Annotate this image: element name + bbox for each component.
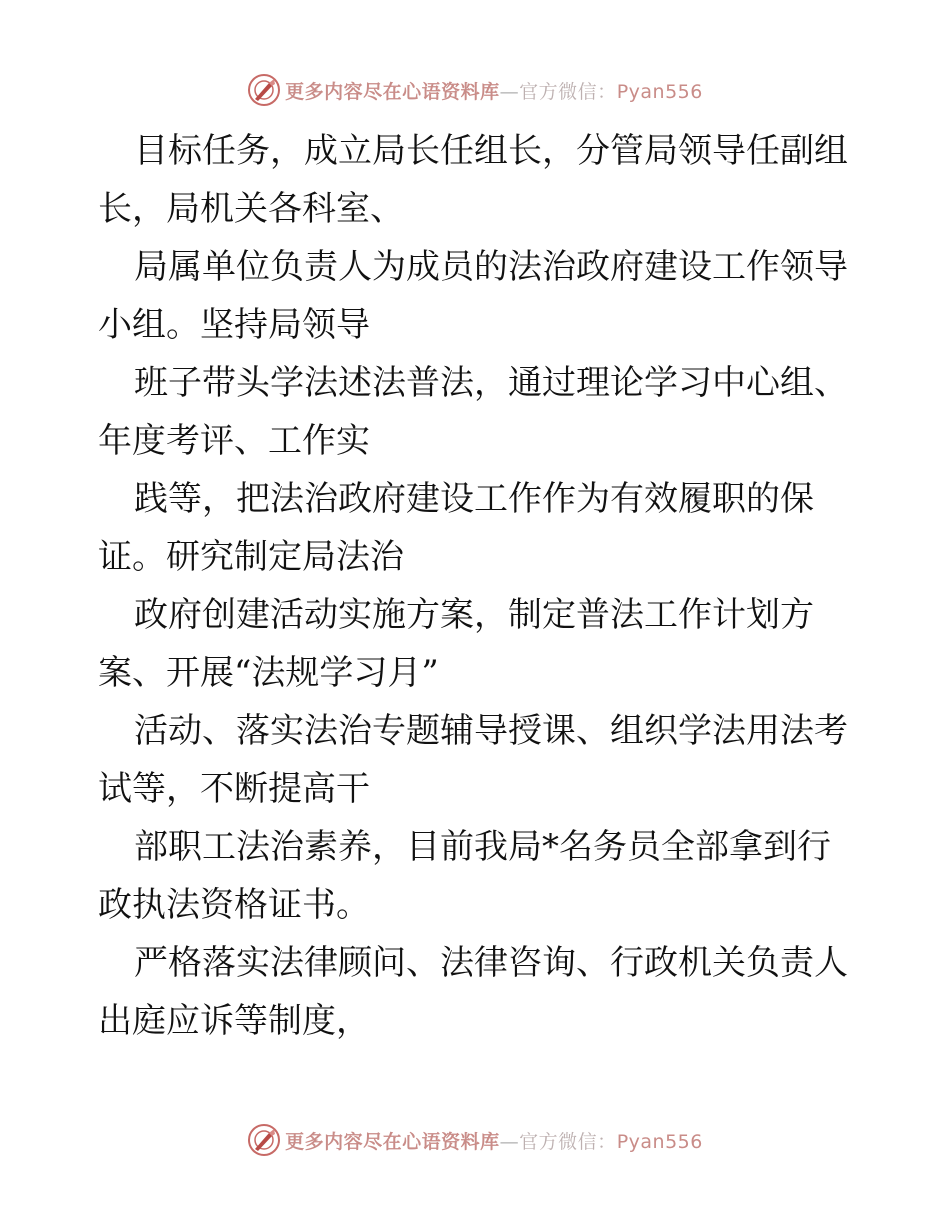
text-line: 严格落实法律顾问、法律咨询、行政机关负责人 [134, 943, 848, 983]
text-line: 活动、落实法治专题辅导授课、组织学法用法考 [134, 711, 848, 751]
text-line: 班子带头学法述法普法，通过理论学习中心组、 [134, 363, 848, 403]
watermark-contact-label: 官方微信： [519, 1130, 617, 1153]
text-line: 出庭应诉等制度， [98, 1001, 370, 1041]
text-line: 试等，不断提高干 [98, 769, 370, 809]
watermark-contact-label: 官方微信： [519, 80, 617, 103]
text-line: 长，局机关各科室、 [98, 189, 404, 229]
text-line: 践等，把法治政府建设工作作为有效履职的保 [134, 479, 814, 519]
watermark-separator: — [499, 80, 520, 103]
watermark-contact-id: Pyan556 [616, 1130, 703, 1153]
text-line: 年度考评、工作实 [98, 421, 370, 461]
watermark-contact-id: Pyan556 [616, 80, 703, 103]
text-line: 小组。坚持局领导 [98, 305, 370, 345]
brand-logo-icon [247, 73, 281, 107]
brand-logo-icon [247, 1123, 281, 1157]
footer-watermark [0, 1120, 950, 1160]
text-line: 局属单位负责人为成员的法治政府建设工作领导 [134, 247, 848, 287]
text-line: 证。研究制定局法治 [98, 537, 404, 577]
watermark-brand-text: 更多内容尽在心语资料库 [285, 1130, 500, 1153]
watermark-separator: — [499, 1130, 520, 1153]
text-line: 案、开展“法规学习月” [98, 653, 439, 693]
document-body [98, 122, 858, 1050]
watermark-brand-text: 更多内容尽在心语资料库 [285, 80, 500, 103]
text-line: 目标任务，成立局长任组长，分管局领导任副组 [134, 131, 848, 171]
header-watermark [0, 70, 950, 110]
text-line: 部职工法治素养，目前我局*名务员全部拿到行 [134, 827, 831, 867]
text-line: 政府创建活动实施方案，制定普法工作计划方 [134, 595, 814, 635]
text-line: 政执法资格证书。 [98, 885, 370, 925]
